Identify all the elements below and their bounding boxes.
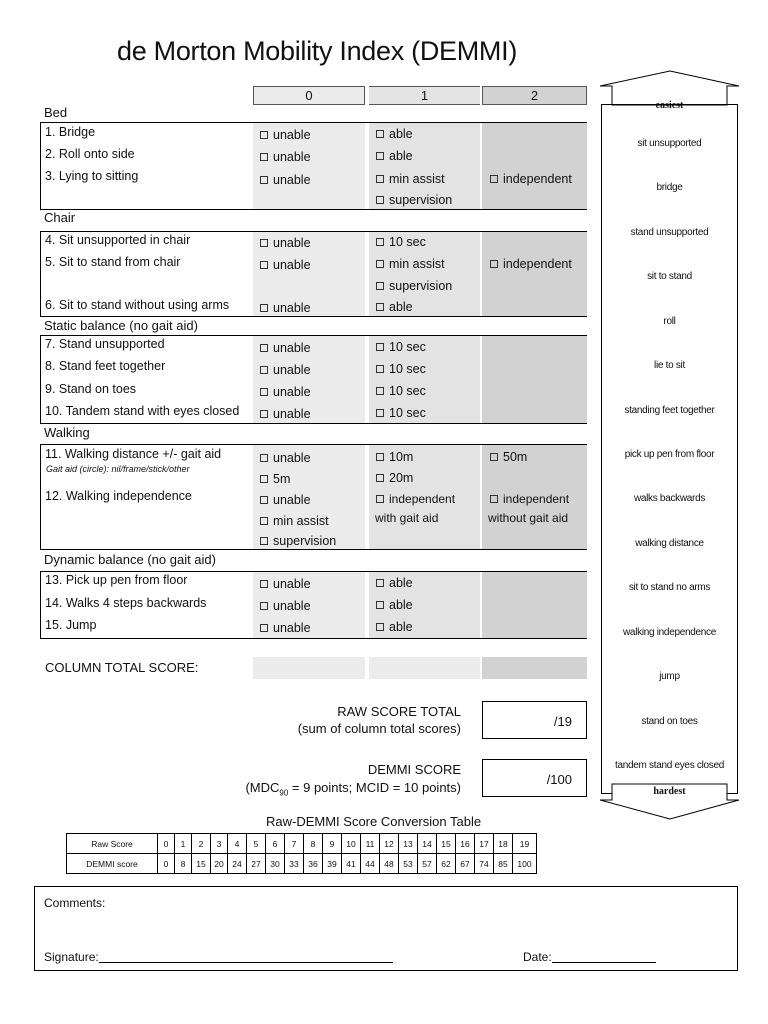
checkbox-option[interactable]: able <box>376 148 413 164</box>
item-label: 9. Stand on toes <box>45 382 137 396</box>
hierarchy-item: jump <box>659 671 680 682</box>
checkbox-icon <box>376 495 384 503</box>
checkbox-icon <box>260 261 268 269</box>
table-cell: 44 <box>361 854 380 874</box>
checkbox-icon <box>490 495 498 503</box>
checkbox-icon <box>376 175 384 183</box>
checkbox-icon <box>376 601 384 609</box>
hierarchy-item: walks backwards <box>633 493 706 504</box>
checkbox-icon <box>260 344 268 352</box>
checkbox-option[interactable]: unable <box>260 149 311 165</box>
table-cell: 30 <box>266 854 285 874</box>
checkbox-icon <box>260 624 268 632</box>
demmi-score-field[interactable] <box>482 759 587 797</box>
table-cell: 8 <box>175 854 192 874</box>
table-cell: 6 <box>266 834 285 854</box>
checkbox-option[interactable]: 10 sec <box>376 361 426 377</box>
checkbox-icon <box>260 537 268 545</box>
item-label: 5. Sit to stand from chair <box>45 255 181 269</box>
table-cell: 53 <box>399 854 418 874</box>
hierarchy-item: stand unsupported <box>630 227 709 238</box>
checkbox-icon <box>376 130 384 138</box>
checkbox-option[interactable]: 5m <box>260 471 290 487</box>
section-static-balance: Static balance (no gait aid) <box>44 318 198 333</box>
item-label: 6. Sit to stand without using arms <box>45 298 230 312</box>
table-cell: 2 <box>192 834 211 854</box>
section-bed: Bed <box>44 105 68 120</box>
checkbox-option[interactable]: independent <box>490 491 569 507</box>
column-total-2-field[interactable] <box>482 657 587 679</box>
item-label: 3. Lying to sitting <box>45 169 139 183</box>
checkbox-option[interactable]: unable <box>260 598 311 614</box>
checkbox-option[interactable]: independent <box>490 256 572 272</box>
checkbox-option[interactable]: unable <box>260 620 311 636</box>
item-label: 13. Pick up pen from floor <box>45 573 188 587</box>
checkbox-icon <box>490 175 498 183</box>
hierarchy-item: stand on toes <box>641 716 698 727</box>
checkbox-option[interactable]: min assist <box>260 513 329 529</box>
checkbox-icon <box>376 260 384 268</box>
checkbox-option[interactable]: supervision <box>376 192 452 208</box>
checkbox-option[interactable]: unable <box>260 172 311 188</box>
hierarchy-item: walking independence <box>623 627 716 638</box>
table-cell: 8 <box>304 834 323 854</box>
item-label: 8. Stand feet together <box>45 359 166 373</box>
checkbox-icon <box>376 453 384 461</box>
item-label: 1. Bridge <box>45 125 96 139</box>
hierarchy-item: tandem stand eyes closed <box>615 760 724 771</box>
checkbox-option[interactable]: min assist <box>376 256 445 272</box>
section-walking: Walking <box>44 425 90 440</box>
checkbox-icon <box>490 453 498 461</box>
raw-score-row <box>67 834 537 854</box>
checkbox-option[interactable]: unable <box>260 406 311 422</box>
checkbox-icon <box>376 387 384 395</box>
table-cell: 85 <box>494 854 513 874</box>
checkbox-option[interactable]: 20m <box>376 470 413 486</box>
checkbox-option[interactable]: independent <box>376 491 455 507</box>
hierarchy-item: standing feet together <box>624 405 715 416</box>
row-label: Raw Score <box>67 834 158 854</box>
checkbox-icon <box>260 454 268 462</box>
checkbox-option[interactable]: 50m <box>490 449 527 465</box>
hierarchy-item: sit to stand <box>647 271 692 282</box>
checkbox-icon <box>260 388 268 396</box>
table-cell: 20 <box>211 854 228 874</box>
item-label: 14. Walks 4 steps backwards <box>45 596 207 610</box>
checkbox-icon <box>376 196 384 204</box>
raw-score-field[interactable] <box>482 701 587 739</box>
table-cell: 16 <box>456 834 475 854</box>
column-header-1: 1 <box>369 86 480 105</box>
checkbox-icon <box>376 409 384 417</box>
row-label: DEMMI score <box>67 854 158 874</box>
checkbox-icon <box>260 239 268 247</box>
checkbox-icon <box>376 365 384 373</box>
checkbox-icon <box>376 238 384 246</box>
table-cell: 33 <box>285 854 304 874</box>
checkbox-option[interactable]: unable <box>260 384 311 400</box>
raw-score-max: /19 <box>553 714 572 729</box>
checkbox-icon <box>260 153 268 161</box>
checkbox-icon <box>260 304 268 312</box>
hierarchy-item: roll <box>663 316 676 327</box>
checkbox-option[interactable]: unable <box>260 340 311 356</box>
item-label: 10. Tandem stand with eyes closed <box>45 404 240 418</box>
table-cell: 0 <box>158 854 175 874</box>
checkbox-icon <box>376 343 384 351</box>
column-total-1-field[interactable] <box>369 657 480 679</box>
bed-box <box>40 122 587 210</box>
item-label: 2. Roll onto side <box>45 147 135 161</box>
checkbox-icon <box>376 579 384 587</box>
demmi-score-row <box>67 854 537 874</box>
hierarchy-item: walking distance <box>635 538 704 549</box>
item-label: 4. Sit unsupported in chair <box>45 233 191 247</box>
hierarchy-item: sit unsupported <box>637 138 702 149</box>
checkbox-option[interactable]: able <box>376 575 413 591</box>
signature-field[interactable]: Signature: <box>44 950 393 964</box>
table-cell: 12 <box>380 834 399 854</box>
checkbox-option[interactable]: 10 sec <box>376 339 426 355</box>
column-header-2: 2 <box>482 86 587 105</box>
checkbox-icon <box>376 623 384 631</box>
checkbox-option[interactable]: able <box>376 619 413 635</box>
table-cell: 36 <box>304 854 323 874</box>
section-dynamic-balance: Dynamic balance (no gait aid) <box>44 552 216 567</box>
demmi-score-max: /100 <box>546 772 572 787</box>
checkbox-option[interactable]: unable <box>260 257 311 273</box>
option-sublabel: with gait aid <box>375 511 439 525</box>
column-header-0: 0 <box>253 86 365 105</box>
table-cell: 7 <box>285 834 304 854</box>
table-cell: 0 <box>158 834 175 854</box>
checkbox-option[interactable]: unable <box>260 362 311 378</box>
page-title: de Morton Mobility Index (DEMMI) <box>117 36 518 66</box>
checkbox-icon <box>260 475 268 483</box>
hierarchy-item: pick up pen from floor <box>624 449 715 460</box>
table-cell: 14 <box>418 834 437 854</box>
table-cell: 15 <box>437 834 456 854</box>
item-label: 7. Stand unsupported <box>45 337 165 351</box>
hierarchy-item: sit to stand no arms <box>628 582 711 593</box>
checkbox-icon <box>260 410 268 418</box>
checkbox-icon <box>260 131 268 139</box>
checkbox-option[interactable]: supervision <box>260 533 336 549</box>
table-cell: 1 <box>175 834 192 854</box>
table-cell: 24 <box>228 854 247 874</box>
table-cell: 3 <box>211 834 228 854</box>
table-cell: 11 <box>361 834 380 854</box>
checkbox-option[interactable]: able <box>376 597 413 613</box>
table-cell: 15 <box>192 854 211 874</box>
checkbox-option[interactable]: unable <box>260 300 311 316</box>
checkbox-icon <box>376 282 384 290</box>
item-label: 15. Jump <box>45 618 97 632</box>
gait-aid-note: Gait aid (circle): nil/frame/stick/other <box>46 464 190 474</box>
conversion-table <box>66 833 537 874</box>
checkbox-option[interactable]: 10 sec <box>376 405 426 421</box>
hierarchy-item: lie to sit <box>654 360 685 371</box>
checkbox-option[interactable]: unable <box>260 576 311 592</box>
demmi-score-sublabel: ($MDC_{90} = 9$ points; MCID = 10 points) <box>245 780 461 798</box>
checkbox-icon <box>260 176 268 184</box>
checkbox-option[interactable]: 10 sec <box>376 234 426 250</box>
table-cell: 27 <box>247 854 266 874</box>
table-cell: 100 <box>513 854 537 874</box>
checkbox-option[interactable]: able <box>376 126 413 142</box>
column-total-label: COLUMN TOTAL SCORE: <box>45 660 199 675</box>
conversion-table-title: Raw-DEMMI Score Conversion Table <box>266 814 482 829</box>
raw-score-label: RAW SCORE TOTAL <box>337 704 461 719</box>
table-cell: 67 <box>456 854 475 874</box>
checkbox-icon <box>260 366 268 374</box>
checkbox-option[interactable]: unable <box>260 235 311 251</box>
table-cell: 18 <box>494 834 513 854</box>
checkbox-option[interactable]: independent <box>490 171 572 187</box>
table-cell: 4 <box>228 834 247 854</box>
checkbox-option[interactable]: unable <box>260 127 311 143</box>
hierarchy-top-label: easiest <box>655 100 684 111</box>
checkbox-icon <box>376 303 384 311</box>
table-cell: 13 <box>399 834 418 854</box>
table-cell: 19 <box>513 834 537 854</box>
checkbox-option[interactable]: 10m <box>376 449 413 465</box>
checkbox-icon <box>260 602 268 610</box>
column-total-0-field[interactable] <box>253 657 365 679</box>
hierarchy-item: bridge <box>656 182 683 193</box>
item-label: 11. Walking distance +/- gait aid <box>45 447 222 461</box>
checkbox-option[interactable]: able <box>376 299 413 315</box>
raw-score-sublabel: (sum of column total scores) <box>297 721 461 736</box>
table-cell: 57 <box>418 854 437 874</box>
checkbox-option[interactable]: min assist <box>376 171 445 187</box>
checkbox-option[interactable]: unable <box>260 450 311 466</box>
table-cell: 41 <box>342 854 361 874</box>
table-cell: 39 <box>323 854 342 874</box>
checkbox-option[interactable]: supervision <box>376 278 452 294</box>
table-cell: 9 <box>323 834 342 854</box>
table-cell: 62 <box>437 854 456 874</box>
table-cell: 5 <box>247 834 266 854</box>
date-field[interactable]: Date: <box>523 950 656 964</box>
checkbox-icon <box>260 517 268 525</box>
item-label: 12. Walking independence <box>45 489 192 503</box>
checkbox-icon <box>376 474 384 482</box>
table-cell: 48 <box>380 854 399 874</box>
option-sublabel: without gait aid <box>488 511 569 525</box>
checkbox-option[interactable]: 10 sec <box>376 383 426 399</box>
checkbox-icon <box>490 260 498 268</box>
demmi-score-label: DEMMI SCORE <box>367 762 461 777</box>
checkbox-icon <box>260 580 268 588</box>
table-cell: 17 <box>475 834 494 854</box>
hierarchy-bottom-label: hardest <box>653 786 686 797</box>
comments-box[interactable] <box>34 886 738 971</box>
section-chair: Chair <box>44 210 76 225</box>
checkbox-option[interactable]: unable <box>260 492 311 508</box>
table-cell: 10 <box>342 834 361 854</box>
table-cell: 74 <box>475 854 494 874</box>
comments-label: Comments: <box>44 896 106 910</box>
checkbox-icon <box>260 496 268 504</box>
checkbox-icon <box>376 152 384 160</box>
